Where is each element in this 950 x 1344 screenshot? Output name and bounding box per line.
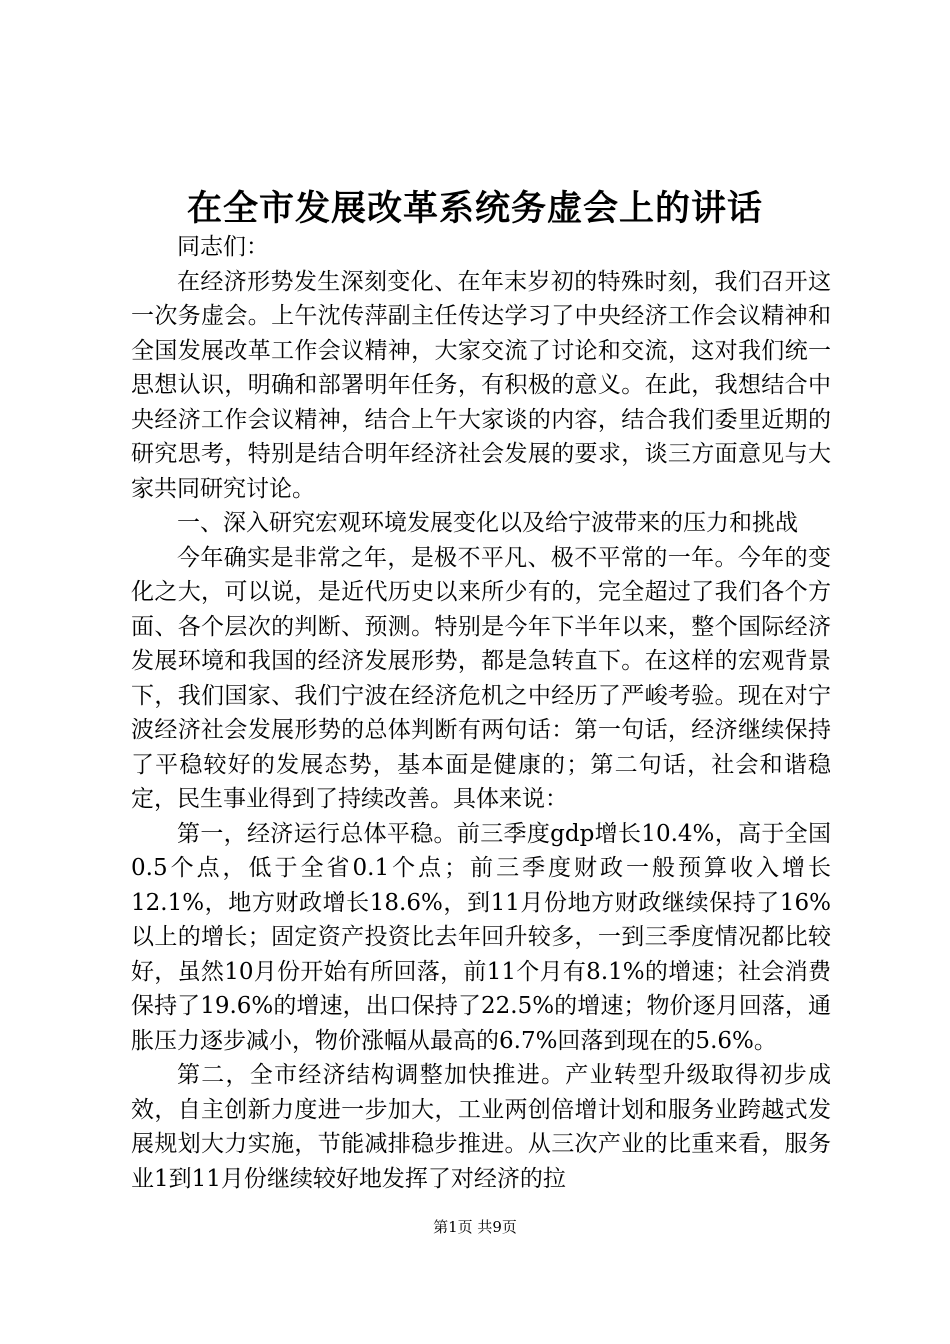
document-body <box>131 230 831 1196</box>
opening-paragraph: 在经济形势发生深刻变化、在年末岁初的特殊时刻，我们召开这一次务虚会。上午沈传萍副主任传达学习了中央经济工作会议精神和全国发展改革工作会议精神，大家交流了讨论和交流，这对我们统一思想认识，明确和部署明年任务，有积极的意义。在此，我想结合中央经济工作会议精神，结合上午大家谈的内容，结合我们委里近期的研究思考，特别是结合明年经济社会发展的要求，谈三方面意见与大家共同研究讨论。 <box>131 268 831 502</box>
body-paragraph: 第二，全市经济结构调整加快推进。产业转型升级取得初步成效，自主创新力度进一步加大，工业两创倍增计划和服务业跨越式发展规划大力实施，节能减排稳步推进。从三次产业的比重来看，服务业1到11月份继续较好地发挥了对经济的拉 <box>131 1062 831 1192</box>
document-title: 在全市发展改革系统务虚会上的讲话 <box>186 188 763 229</box>
salutation-paragraph: 同志们： <box>177 234 269 260</box>
body-paragraph: 今年确实是非常之年，是极不平凡、极不平常的一年。今年的变化之大，可以说，是近代历史以来所少有的，完全超过了我们各个方面、各个层次的判断、预测。特别是今年下半年以来，整个国际经济发展环境和我国的经济发展形势，都是急转直下。在这样的宏观背景下，我们国家、我们宁波在经济危机之中经历了严峻考验。现在对宁波经济社会发展形势的总体判断有两句话：第一句话，经济继续保持了平稳较好的发展态势，基本面是健康的；第二句话，社会和谐稳定，民生事业得到了持续改善。具体来说： <box>131 544 831 812</box>
section-heading-1: 一、深入研究宏观环境发展变化以及给宁波带来的压力和挑战 <box>177 510 798 536</box>
body-paragraph: 第一，经济运行总体平稳。前三季度gdp增长10.4%，高于全国0.5个点，低于全省0.1个点；前三季度财政一般预算收入增长12.1%，地方财政增长18.6%，到11月份地方财政继续保持了16%以上的增长；固定资产投资比去年回升较多，一到三季度情况都比较好，虽然10月份开始有所回落，前11个月有8.1%的增速；社会消费保持了19.6%的增速，出口保持了22.5%的增速；物价逐月回落，通胀压力逐步减小，物价涨幅从最高的6.7%回落到现在的5.6%。 <box>131 820 831 1054</box>
page-footer: 第1页 共9页 <box>433 1218 517 1236</box>
